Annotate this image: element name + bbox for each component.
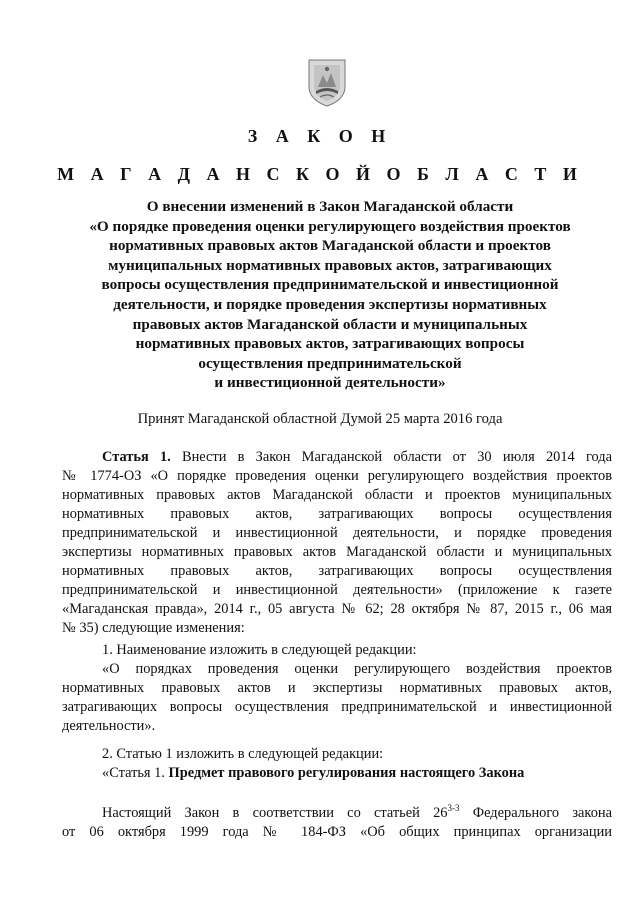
item-2 [62,745,612,783]
article-1-first-line [62,448,612,467]
item-2-quote [62,764,612,783]
heading-line: нормативных правовых актов, затрагивающих вопросы [135,335,525,353]
article-label: Статья 1. [102,449,171,465]
article-1-line: нормативных правовых актов, затрагивающих вопросы осуществления [62,506,612,522]
final-line-1-sup: 3-3 [447,803,460,814]
article-1-line: предпринимательской и инвестиционной деятельности, и порядке проведения [62,525,612,541]
heading-line: вопросы осуществления предпринимательской и инвестиционной [101,276,559,294]
law-title: З А К О Н [247,126,393,146]
article-1-line: нормативных правовых актов, затрагивающих вопросы осуществления [62,563,612,579]
heading-line: деятельности, и порядке проведения экспертизы нормативных [113,295,547,313]
final-line-1-after: Федерального закона [459,805,612,821]
item-1-line: «О порядках проведения оценки регулирующего воздействия проектов [102,661,612,677]
law-heading [60,197,600,393]
item-1-line: затрагивающих вопросы осуществления предпринимательской и инвестиционной [62,699,612,715]
heading-line: муниципальных нормативных правовых актов, затрагивающих [108,256,552,274]
article-1-line: экспертизы нормативных правовых актов Магаданской области и муниципальных [62,544,612,560]
item-1 [62,641,612,736]
item-1-line: деятельности». [62,718,156,734]
item-2-quote-bold: Предмет правового регулирования настоящего Закона [168,765,525,781]
heading-line: осуществления предпринимательской [198,354,462,372]
article-1-line: «Магаданская правда», 2014 г., 05 августа № 62; 28 октября № 87, 2015 г., 06 мая [62,601,612,617]
adoption-note: Принят Магаданской областной Думой 25 марта 2016 года [137,411,503,427]
article-1-line: № 35) следующие изменения: [62,620,245,636]
heading-line: «О порядке проведения оценки регулирующего воздействия проектов [89,217,571,235]
final-line-1-before: Настоящий Закон в соответствии со статьей 26 [102,805,448,821]
heading-line: и инвестиционной деятельности» [214,374,446,392]
item-2-quote-prefix: «Статья 1. [102,765,169,781]
heading-line: нормативных правовых актов Магаданской области и проектов [109,237,551,255]
article-1-line: предпринимательской и инвестиционной деятельности» (приложение к газете [62,582,612,598]
region-title: М А Г А Д А Н С К О Й О Б Л А С Т И [57,164,583,184]
heading-line: О внесении изменений в Закон Магаданской области [146,198,514,215]
final-line-1 [62,804,612,823]
article-1-line: нормативных правовых актов Магаданской области и проектов муниципальных [62,487,612,503]
heading-line: правовых актов Магаданской области и муниципальных [132,315,528,333]
item-1-title: 1. Наименование изложить в следующей редакции: [102,642,417,658]
article-1-text: Внести в Закон Магаданской области от 30 июля 2014 года [170,449,613,465]
magadan-coat-of-arms-icon [306,57,348,107]
item-2-title: 2. Статью 1 изложить в следующей редакции: [102,746,384,762]
final-paragraph [62,804,612,842]
article-1-line: № 1774-ОЗ «О порядке проведения оценки регулирующего воздействия проектов [62,468,612,484]
article-1-paragraph [62,448,612,638]
final-line-2: от 06 октября 1999 года № 184-ФЗ «Об общих принципах организации [62,824,612,840]
item-1-line: нормативных правовых актов и экспертизы нормативных правовых актов, [62,680,612,696]
